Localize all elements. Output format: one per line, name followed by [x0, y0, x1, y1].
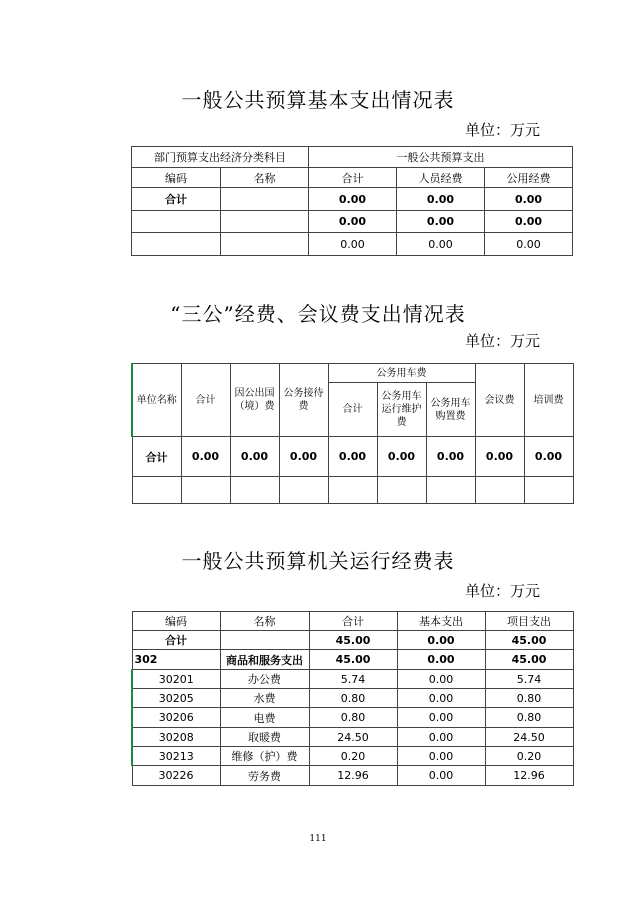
group-header-left: 部门预算支出经济分类科目 — [132, 147, 309, 168]
cell-basic: 0.00 — [397, 708, 485, 728]
cell-name — [221, 211, 309, 233]
header-vehicle-maint: 公务用车运行维护费 — [377, 383, 426, 437]
table-row — [132, 708, 573, 728]
table-row — [132, 728, 573, 747]
cell-code: 30213 — [132, 747, 220, 766]
cell-vehicle-maint: 0.00 — [377, 437, 426, 477]
cell-name: 商品和服务支出 — [220, 650, 309, 670]
cell-unit-name: 合计 — [132, 437, 181, 477]
cell-project: 5.74 — [485, 670, 573, 689]
group-header-right: 一般公共预算支出 — [309, 147, 573, 168]
cell-project: 0.20 — [485, 747, 573, 766]
header-abroad: 因公出国（境）费 — [230, 364, 279, 437]
header-total: 合计 — [309, 168, 397, 188]
header-name: 名称 — [220, 612, 309, 631]
cell-personnel: 0.00 — [397, 233, 485, 256]
page-number: 111 — [309, 834, 327, 844]
cell-code: 30206 — [132, 708, 220, 728]
header-vehicle-group: 公务用车费 — [328, 364, 475, 383]
cell-basic: 0.00 — [397, 747, 485, 766]
cell-basic: 0.00 — [397, 650, 485, 670]
cell-project: 12.96 — [485, 766, 573, 786]
cell-project: 45.00 — [485, 631, 573, 650]
cell-project: 45.00 — [485, 650, 573, 670]
header-reception: 公务接待费 — [279, 364, 328, 437]
cell-name: 劳务费 — [220, 766, 309, 786]
cell-name: 办公费 — [220, 670, 309, 689]
cell-name: 取暖费 — [220, 728, 309, 747]
table-row — [132, 631, 573, 650]
header-vehicle-purchase: 公务用车购置费 — [426, 383, 475, 437]
header-name: 名称 — [221, 168, 309, 188]
cell-abroad: 0.00 — [230, 437, 279, 477]
cell-total: 45.00 — [309, 650, 397, 670]
cell-basic: 0.00 — [397, 631, 485, 650]
cell-basic: 0.00 — [397, 766, 485, 786]
table-row — [132, 689, 573, 708]
cell-public: 0.00 — [485, 188, 573, 211]
cell-code: 30201 — [132, 670, 220, 689]
table2-title: “三公”经费、会议费支出情况表 — [170, 302, 466, 326]
cell-name: 电费 — [220, 708, 309, 728]
table2-unit: 单位：万元 — [464, 332, 540, 350]
cell-code — [132, 233, 221, 256]
cell-code: 30226 — [132, 766, 220, 786]
cell-total: 0.80 — [309, 708, 397, 728]
table1-title: 一般公共预算基本支出情况表 — [181, 88, 455, 112]
header-project: 项目支出 — [485, 612, 573, 631]
header-vehicle-total: 合计 — [328, 383, 377, 437]
basic-expenditure-table — [131, 146, 573, 256]
table3-unit: 单位：万元 — [464, 582, 540, 600]
cell-project: 24.50 — [485, 728, 573, 747]
cell-total: 5.74 — [309, 670, 397, 689]
table-row — [132, 650, 573, 670]
cell-total: 0.00 — [309, 233, 397, 256]
table-row — [132, 747, 573, 766]
table-row — [132, 477, 573, 504]
table-row — [132, 211, 573, 233]
table-row — [132, 437, 573, 477]
cell-vehicle-purchase: 0.00 — [426, 437, 475, 477]
cell-code: 30208 — [132, 728, 220, 747]
header-total: 合计 — [309, 612, 397, 631]
cell-basic: 0.00 — [397, 670, 485, 689]
cell-name: 水费 — [220, 689, 309, 708]
cell-name: 维修（护）费 — [220, 747, 309, 766]
header-unit-name: 单位名称 — [132, 364, 181, 437]
table-row — [132, 188, 573, 211]
cell-code: 30205 — [132, 689, 220, 708]
cell-name — [220, 631, 309, 650]
cell-reception: 0.00 — [279, 437, 328, 477]
table-row — [132, 670, 573, 689]
cell-code: 合计 — [132, 631, 220, 650]
cell-total: 0.00 — [309, 188, 397, 211]
cell-code — [132, 211, 221, 233]
cell-personnel: 0.00 — [397, 211, 485, 233]
header-public: 公用经费 — [485, 168, 573, 188]
cell-total: 0.00 — [181, 437, 230, 477]
header-code: 编码 — [132, 612, 220, 631]
cell-total: 45.00 — [309, 631, 397, 650]
header-code: 编码 — [132, 168, 221, 188]
cell-code: 合计 — [132, 188, 221, 211]
header-meeting: 会议费 — [475, 364, 524, 437]
cell-code: 302 — [132, 650, 220, 670]
three-public-expenses-table — [131, 363, 574, 504]
cell-basic: 0.00 — [397, 689, 485, 708]
operating-expenses-table — [131, 611, 574, 786]
cell-personnel: 0.00 — [397, 188, 485, 211]
table-row — [132, 766, 573, 786]
cell-training: 0.00 — [524, 437, 573, 477]
cell-public: 0.00 — [485, 211, 573, 233]
header-basic: 基本支出 — [397, 612, 485, 631]
cell-name — [221, 188, 309, 211]
header-training: 培训费 — [524, 364, 573, 437]
cell-project: 0.80 — [485, 708, 573, 728]
header-personnel: 人员经费 — [397, 168, 485, 188]
table3-title: 一般公共预算机关运行经费表 — [181, 549, 455, 573]
cell-total: 0.20 — [309, 747, 397, 766]
cell-total: 0.80 — [309, 689, 397, 708]
cell-vehicle-total: 0.00 — [328, 437, 377, 477]
cell-public: 0.00 — [485, 233, 573, 256]
header-total: 合计 — [181, 364, 230, 437]
cell-meeting: 0.00 — [475, 437, 524, 477]
cell-name — [221, 233, 309, 256]
cell-basic: 0.00 — [397, 728, 485, 747]
table1-unit: 单位：万元 — [464, 121, 540, 139]
cell-total: 0.00 — [309, 211, 397, 233]
cell-total: 12.96 — [309, 766, 397, 786]
cell-total: 24.50 — [309, 728, 397, 747]
table-row — [132, 233, 573, 256]
cell-project: 0.80 — [485, 689, 573, 708]
